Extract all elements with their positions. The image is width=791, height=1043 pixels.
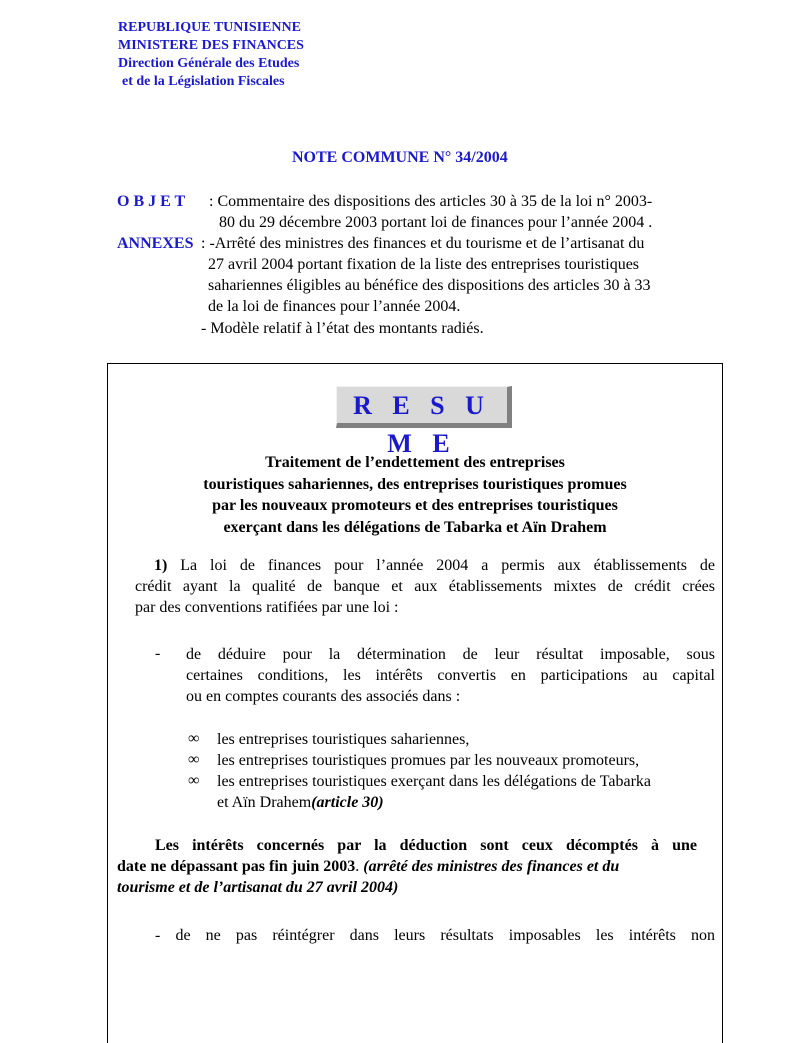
point1-paragraph bbox=[135, 555, 715, 618]
objet-label: O B J E T bbox=[117, 193, 186, 210]
note-title: NOTE COMMUNE N° 34/2004 bbox=[292, 149, 508, 166]
objet-line-1: : Commentaire des dispositions des articles 30 à 35 de la loi n° 2003- bbox=[209, 193, 653, 210]
point1-number: 1) bbox=[154, 557, 168, 574]
annexes-line-1: : -Arrêté des ministres des finances et du tourisme et de l’artisanat du bbox=[201, 235, 645, 252]
resume-banner: R E S U M E bbox=[336, 386, 512, 428]
interets-line-2-ref: (arrêté des ministres des finances et du bbox=[363, 858, 620, 875]
bullet-item-1: les entreprises touristiques sahariennes, bbox=[217, 731, 470, 748]
resume-title-line-4: exerçant dans les délégations de Tabarka et Aïn Drahem bbox=[223, 518, 607, 536]
point1-line-3: par des conventions ratifiées par une loi : bbox=[135, 599, 399, 616]
dash-marker: - bbox=[155, 645, 161, 662]
annexes-line-2: 27 avril 2004 portant fixation de la liste des entreprises touristiques bbox=[208, 256, 640, 273]
point1-line-1: La loi de finances pour l’année 2004 a permis aux établissements de bbox=[180, 557, 716, 574]
resume-title-line-2: touristiques sahariennes, des entreprises touristiques promues bbox=[203, 475, 627, 493]
annexes-label: ANNEXES bbox=[117, 235, 194, 252]
header-line-2: MINISTERE DES FINANCES bbox=[118, 38, 304, 53]
resume-title bbox=[107, 452, 723, 538]
ministry-header bbox=[118, 19, 304, 91]
interets-line-2-dot: . bbox=[355, 858, 360, 875]
infinity-bullet-icon: ∞ bbox=[188, 772, 200, 789]
dash1-line-1: de déduire pour la détermination de leur résultat imposable, sous bbox=[186, 646, 715, 663]
dash1-line-2: certaines conditions, les intérêts convertis en participations au capital bbox=[186, 667, 715, 684]
header-line-4: et de la Législation Fiscales bbox=[122, 74, 285, 89]
objet-line-2: 80 du 29 décembre 2003 portant loi de finances pour l’année 2004 . bbox=[219, 214, 653, 231]
resume-title-line-1: Traitement de l’endettement des entreprises bbox=[265, 454, 565, 471]
header-line-3: Direction Générale des Etudes bbox=[118, 56, 300, 71]
resume-title-line-3: par les nouveaux promoteurs et des entreprises touristiques bbox=[212, 497, 618, 514]
header-line-1: REPUBLIQUE TUNISIENNE bbox=[118, 20, 301, 35]
point1-line-2: crédit ayant la qualité de banque et aux établissements mixtes de crédit crées bbox=[135, 578, 715, 595]
interets-line-2-bold: date ne dépassant pas fin juin 2003 bbox=[117, 858, 356, 875]
interets-line-1: Les intérêts concernés par la déduction sont ceux décomptés à une bbox=[155, 837, 697, 854]
annexes-line-4: de la loi de finances pour l’année 2004. bbox=[208, 298, 461, 315]
bullet-item-3-line-1: les entreprises touristiques exerçant dans les délégations de Tabarka bbox=[217, 773, 651, 790]
dash2-paragraph bbox=[155, 925, 715, 946]
dash1-paragraph bbox=[186, 644, 715, 707]
infinity-bullet-icon: ∞ bbox=[188, 751, 200, 768]
annexes-line-5: - Modèle relatif à l’état des montants radiés. bbox=[201, 320, 484, 337]
bullet-item-3-line-2 bbox=[217, 792, 384, 813]
interets-paragraph bbox=[117, 835, 697, 898]
bullet-item-3-text: et Aïn Drahem bbox=[217, 794, 312, 811]
infinity-bullet-icon: ∞ bbox=[188, 730, 200, 747]
interets-line-3-ref: tourisme et de l’artisanat du 27 avril 2004) bbox=[117, 879, 399, 896]
article-30-ref: (article 30) bbox=[311, 794, 384, 811]
dash1-line-3: ou en comptes courants des associés dans : bbox=[186, 688, 461, 705]
bullet-item-2: les entreprises touristiques promues par les nouveaux promoteurs, bbox=[217, 752, 640, 769]
dash2-line-1: - de ne pas réintégrer dans leurs résultats imposables les intérêts non bbox=[155, 927, 715, 944]
annexes-line-3: sahariennes éligibles au bénéfice des dispositions des articles 30 à 33 bbox=[208, 277, 651, 294]
